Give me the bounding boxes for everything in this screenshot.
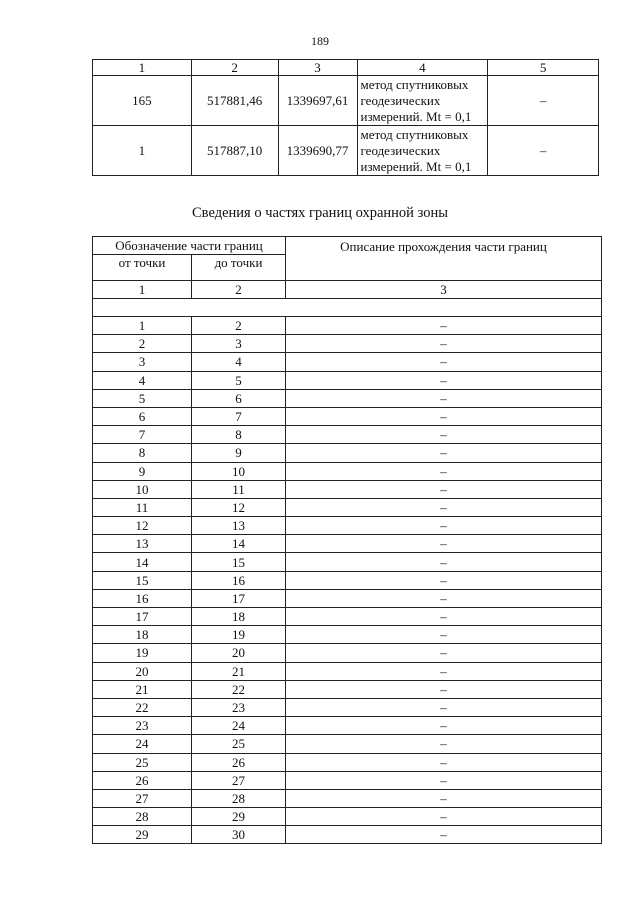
to-point-cell: 11 [192,480,286,498]
description-cell: – [286,353,602,371]
table-row [93,771,602,789]
table-row [93,608,602,626]
to-point-cell: 7 [192,407,286,425]
to-point-cell: 10 [192,462,286,480]
to-point-cell: 23 [192,698,286,716]
description-cell: – [286,444,602,462]
header-row-group [93,237,602,255]
col-header-3: 3 [278,60,357,76]
from-point-cell: 24 [93,735,192,753]
description-cell: – [286,535,602,553]
from-point-cell: 21 [93,680,192,698]
description-cell: – [286,662,602,680]
column-number-row [93,281,602,299]
table-row [93,698,602,716]
to-point-cell: 8 [192,426,286,444]
table-row [93,517,602,535]
description-cell: – [286,407,602,425]
col-number-2: 2 [192,281,286,299]
table-row [93,371,602,389]
section-title: Сведения о частях границ охранной зоны [192,205,448,221]
method-line: измерений. Mt = 0,1 [360,158,472,174]
table-row [93,662,602,680]
from-point-cell: 4 [93,371,192,389]
to-point-cell: 6 [192,389,286,407]
from-point-cell: 1 [93,317,192,335]
method-cell [357,76,488,126]
from-point-cell: 12 [93,517,192,535]
description-cell: – [286,644,602,662]
header-from-point: от точки [93,255,192,281]
to-point-cell: 22 [192,680,286,698]
table-row [93,444,602,462]
spacer-cell [93,299,602,317]
description-cell: – [286,753,602,771]
from-point-cell: 10 [93,480,192,498]
table-row [93,426,602,444]
table-row [93,717,602,735]
spacer-row [93,299,602,317]
to-point-cell: 13 [192,517,286,535]
table-row [93,498,602,516]
coord-x: 517881,46 [191,76,278,126]
to-point-cell: 18 [192,608,286,626]
to-point-cell: 2 [192,317,286,335]
table-row [93,826,602,844]
to-point-cell: 19 [192,626,286,644]
table-row [93,735,602,753]
method-line: метод спутниковых [360,76,469,92]
to-point-cell: 9 [192,444,286,462]
to-point-cell: 16 [192,571,286,589]
description-cell: – [286,826,602,844]
to-point-cell: 4 [192,353,286,371]
table-row [93,462,602,480]
table-row [93,626,602,644]
description-cell: – [286,462,602,480]
description-cell: – [286,371,602,389]
from-point-cell: 3 [93,353,192,371]
page-number: 189 [311,34,329,48]
col-header-4: 4 [357,60,488,76]
description-cell: – [286,480,602,498]
to-point-cell: 5 [192,371,286,389]
note-cell: – [488,126,599,176]
table-row [93,407,602,425]
table-row [93,335,602,353]
table-row [93,789,602,807]
from-point-cell: 29 [93,826,192,844]
from-point-cell: 22 [93,698,192,716]
method-cell [357,126,488,176]
from-point-cell: 18 [93,626,192,644]
table-row [93,753,602,771]
col-header-1: 1 [93,60,192,76]
description-cell: – [286,317,602,335]
header-description: Описание прохождения части границ [286,237,602,281]
boundary-parts-table [92,236,602,844]
table-row [93,680,602,698]
description-cell: – [286,498,602,516]
table-row [93,76,599,126]
from-point-cell: 5 [93,389,192,407]
table-row [93,571,602,589]
col-header-2: 2 [191,60,278,76]
description-cell: – [286,680,602,698]
table-row [93,644,602,662]
coord-x: 517887,10 [191,126,278,176]
to-point-cell: 26 [192,753,286,771]
description-cell: – [286,771,602,789]
from-point-cell: 28 [93,808,192,826]
description-cell: – [286,553,602,571]
description-cell: – [286,735,602,753]
table-row [93,589,602,607]
from-point-cell: 15 [93,571,192,589]
coordinates-table [92,59,599,176]
from-point-cell: 26 [93,771,192,789]
from-point-cell: 27 [93,789,192,807]
method-line: метод спутниковых [360,126,469,142]
from-point-cell: 16 [93,589,192,607]
to-point-cell: 28 [192,789,286,807]
table-row [93,317,602,335]
description-cell: – [286,626,602,644]
from-point-cell: 6 [93,407,192,425]
description-cell: – [286,426,602,444]
col-number-3: 3 [286,281,602,299]
to-point-cell: 17 [192,589,286,607]
table-row [93,389,602,407]
method-line: геодезических [360,142,441,158]
description-cell: – [286,698,602,716]
description-cell: – [286,608,602,626]
description-cell: – [286,789,602,807]
coordinates-table-header [93,60,599,76]
to-point-cell: 20 [192,644,286,662]
coord-y: 1339697,61 [278,76,357,126]
to-point-cell: 3 [192,335,286,353]
from-point-cell: 14 [93,553,192,571]
from-point-cell: 17 [93,608,192,626]
table-row [93,535,602,553]
from-point-cell: 2 [93,335,192,353]
to-point-cell: 12 [192,498,286,516]
table-row [93,126,599,176]
description-cell: – [286,589,602,607]
to-point-cell: 29 [192,808,286,826]
from-point-cell: 8 [93,444,192,462]
to-point-cell: 24 [192,717,286,735]
table-row [93,480,602,498]
from-point-cell: 19 [93,644,192,662]
to-point-cell: 15 [192,553,286,571]
method-line: измерений. Mt = 0,1 [360,108,472,124]
description-cell: – [286,808,602,826]
to-point-cell: 27 [192,771,286,789]
header-to-point: до точки [192,255,286,281]
to-point-cell: 21 [192,662,286,680]
from-point-cell: 9 [93,462,192,480]
table-row [93,553,602,571]
table-row [93,353,602,371]
to-point-cell: 14 [192,535,286,553]
description-cell: – [286,389,602,407]
description-cell: – [286,517,602,535]
table-row [93,808,602,826]
to-point-cell: 25 [192,735,286,753]
method-line: геодезических [360,92,441,108]
note-cell: – [488,76,599,126]
description-cell: – [286,335,602,353]
header-group-label: Обозначение части границ [93,237,286,255]
col-number-1: 1 [93,281,192,299]
from-point-cell: 7 [93,426,192,444]
from-point-cell: 13 [93,535,192,553]
from-point-cell: 25 [93,753,192,771]
from-point-cell: 23 [93,717,192,735]
point-number: 165 [93,76,192,126]
from-point-cell: 20 [93,662,192,680]
coord-y: 1339690,77 [278,126,357,176]
description-cell: – [286,571,602,589]
from-point-cell: 11 [93,498,192,516]
description-cell: – [286,717,602,735]
point-number: 1 [93,126,192,176]
to-point-cell: 30 [192,826,286,844]
col-header-5: 5 [488,60,599,76]
